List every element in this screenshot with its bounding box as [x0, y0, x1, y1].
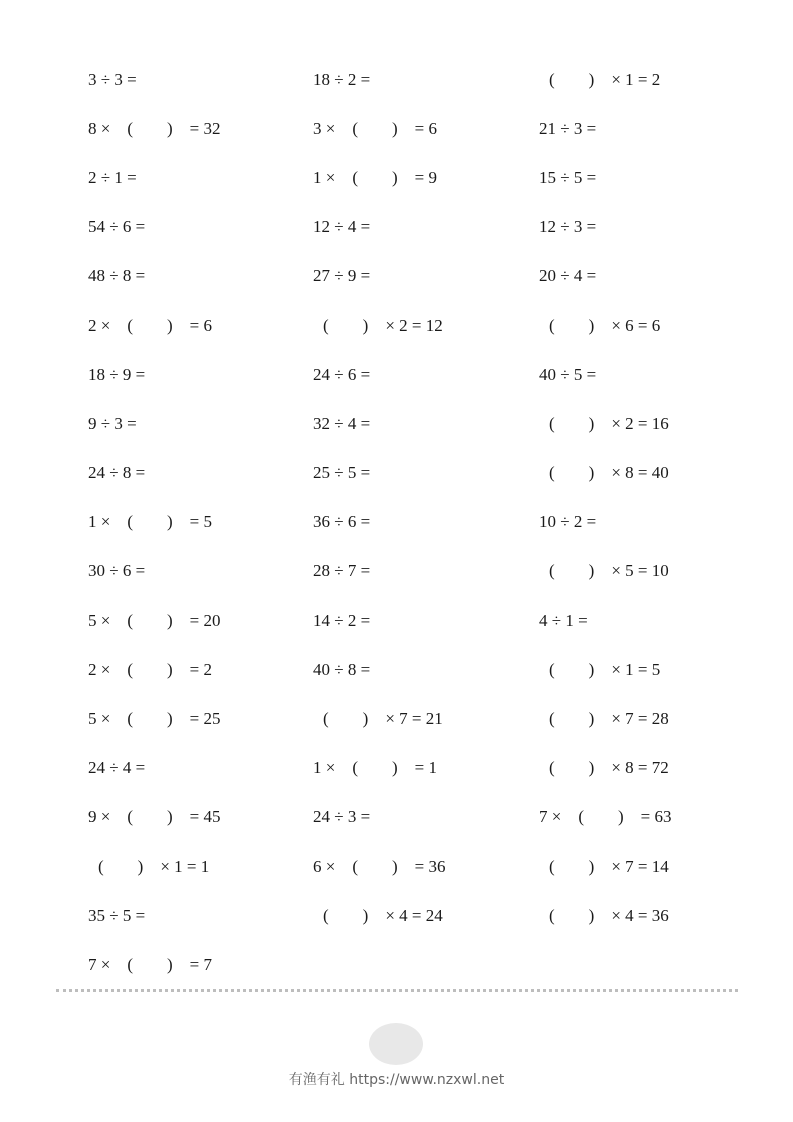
problem-row: [0, 114, 793, 144]
problem: 1 × ( ) = 1: [313, 758, 437, 777]
problem-row: [0, 311, 793, 341]
problem: 18 ÷ 9 =: [88, 365, 146, 384]
problem: ( ) × 1 = 1: [98, 857, 210, 876]
problem: 24 ÷ 6 =: [313, 365, 371, 384]
problem-row: [0, 655, 793, 685]
problem: 14 ÷ 2 =: [313, 611, 371, 630]
problem-row: [0, 65, 793, 95]
problem-row: [0, 852, 793, 882]
problem-row: [0, 950, 793, 980]
problem: 35 ÷ 5 =: [88, 906, 146, 925]
problem: 3 × ( ) = 6: [313, 119, 437, 138]
problem-row: [0, 753, 793, 783]
problem: ( ) × 7 = 21: [323, 709, 443, 728]
problem: ( ) × 6 = 6: [549, 316, 661, 335]
problem-row: [0, 704, 793, 734]
problem: ( ) × 1 = 2: [549, 70, 661, 89]
problem: 24 ÷ 8 =: [88, 463, 146, 482]
problem-row: [0, 556, 793, 586]
problem: 12 ÷ 3 =: [539, 217, 597, 236]
problem: ( ) × 2 = 12: [323, 316, 443, 335]
problem: 1 × ( ) = 9: [313, 168, 437, 187]
problem: 15 ÷ 5 =: [539, 168, 597, 187]
problem: 2 × ( ) = 6: [88, 316, 212, 335]
problem: 25 ÷ 5 =: [313, 463, 371, 482]
dotted-divider: [56, 989, 738, 992]
problem: 5 × ( ) = 25: [88, 709, 221, 728]
problem: 9 × ( ) = 45: [88, 807, 221, 826]
problem: 36 ÷ 6 =: [313, 512, 371, 531]
problem: 28 ÷ 7 =: [313, 561, 371, 580]
problem-row: [0, 901, 793, 931]
problem: ( ) × 5 = 10: [549, 561, 669, 580]
problem-row: [0, 360, 793, 390]
problem: ( ) × 2 = 16: [549, 414, 669, 433]
problem: 21 ÷ 3 =: [539, 119, 597, 138]
footer-watermark: 有渔有礼 https://www.nzxwl.net: [288, 1072, 505, 1088]
problem: ( ) × 8 = 40: [549, 463, 669, 482]
problem: 20 ÷ 4 =: [539, 266, 597, 285]
problem: 3 ÷ 3 =: [88, 70, 137, 89]
problem: 24 ÷ 4 =: [88, 758, 146, 777]
problem-row: [0, 409, 793, 439]
problem: 2 ÷ 1 =: [88, 168, 137, 187]
problem-row: [0, 261, 793, 291]
problem-row: [0, 606, 793, 636]
problem: 30 ÷ 6 =: [88, 561, 146, 580]
problem: 4 ÷ 1 =: [539, 611, 588, 630]
problem: 7 × ( ) = 7: [88, 955, 212, 974]
problem: 7 × ( ) = 63: [539, 807, 672, 826]
problem: ( ) × 4 = 36: [549, 906, 669, 925]
problem: ( ) × 7 = 28: [549, 709, 669, 728]
problem: ( ) × 7 = 14: [549, 857, 669, 876]
problem-row: [0, 212, 793, 242]
problem-row: [0, 802, 793, 832]
problem: 18 ÷ 2 =: [313, 70, 371, 89]
problem: 54 ÷ 6 =: [88, 217, 146, 236]
problem-row: [0, 507, 793, 537]
problem: 27 ÷ 9 =: [313, 266, 371, 285]
problem: ( ) × 4 = 24: [323, 906, 443, 925]
problem: 5 × ( ) = 20: [88, 611, 221, 630]
problem: 32 ÷ 4 =: [313, 414, 371, 433]
problem: 24 ÷ 3 =: [313, 807, 371, 826]
problem: 2 × ( ) = 2: [88, 660, 212, 679]
problem: 48 ÷ 8 =: [88, 266, 146, 285]
problem: 40 ÷ 5 =: [539, 365, 597, 384]
problem: 8 × ( ) = 32: [88, 119, 221, 138]
problem: 1 × ( ) = 5: [88, 512, 212, 531]
problem: ( ) × 1 = 5: [549, 660, 661, 679]
problem: 9 ÷ 3 =: [88, 414, 137, 433]
problem-row: [0, 458, 793, 488]
problem: ( ) × 8 = 72: [549, 758, 669, 777]
problem: 40 ÷ 8 =: [313, 660, 371, 679]
page-number-badge: [369, 1023, 423, 1065]
problem: 6 × ( ) = 36: [313, 857, 446, 876]
problem: 12 ÷ 4 =: [313, 217, 371, 236]
problem-row: [0, 163, 793, 193]
problem: 10 ÷ 2 =: [539, 512, 597, 531]
